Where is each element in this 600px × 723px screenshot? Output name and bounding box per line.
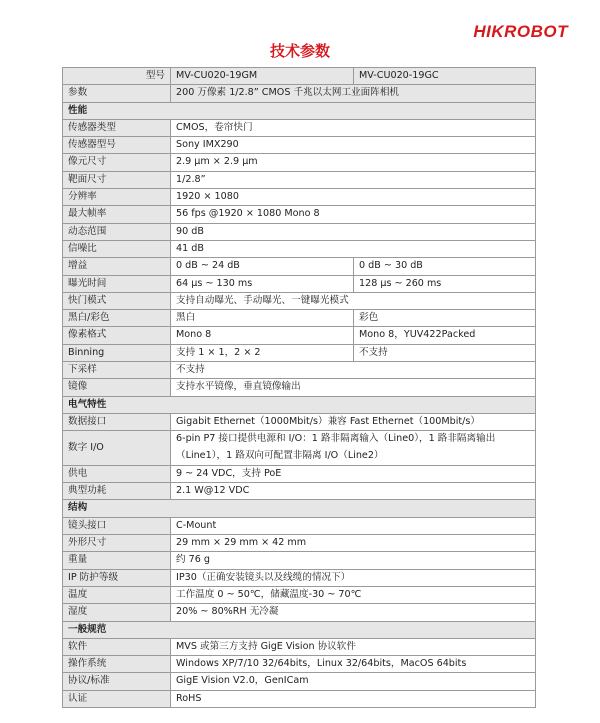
section-title: 电气特性 xyxy=(63,396,536,413)
spec-label: 传感器类型 xyxy=(63,119,171,136)
spec-value: IP30（正确安装镜头以及线缆的情况下） xyxy=(171,569,536,586)
spec-label: 协议/标准 xyxy=(63,673,171,690)
spec-label: 典型功耗 xyxy=(63,483,171,500)
spec-row xyxy=(63,586,536,603)
spec-row xyxy=(63,137,536,154)
spec-row xyxy=(63,240,536,257)
section-title: 结构 xyxy=(63,500,536,517)
spec-row xyxy=(63,119,536,136)
spec-label: 像素格式 xyxy=(63,327,171,344)
spec-value: GigE Vision V2.0，GenICam xyxy=(171,673,536,690)
spec-row xyxy=(63,223,536,240)
spec-row xyxy=(63,656,536,673)
spec-row xyxy=(63,413,536,430)
spec-row xyxy=(63,604,536,621)
spec-value: 56 fps @1920 × 1080 Mono 8 xyxy=(171,206,536,223)
spec-label: 快门模式 xyxy=(63,292,171,309)
spec-value-gm: 0 dB ~ 24 dB xyxy=(171,258,354,275)
spec-row xyxy=(63,189,536,206)
spec-label: 靶面尺寸 xyxy=(63,171,171,188)
spec-row xyxy=(63,552,536,569)
spec-label: 重量 xyxy=(63,552,171,569)
spec-value: 支持水平镜像，垂直镜像输出 xyxy=(171,379,536,396)
spec-row xyxy=(63,171,536,188)
spec-label: 操作系统 xyxy=(63,656,171,673)
section-header xyxy=(63,500,536,517)
spec-value-gc: Mono 8，YUV422Packed xyxy=(354,327,536,344)
param-row xyxy=(63,85,536,102)
spec-row xyxy=(63,483,536,500)
spec-value: Sony IMX290 xyxy=(171,137,536,154)
spec-row xyxy=(63,275,536,292)
spec-label: 动态范围 xyxy=(63,223,171,240)
model-gm: MV-CU020-19GM xyxy=(171,68,354,85)
spec-value: 90 dB xyxy=(171,223,536,240)
spec-value-gc: 彩色 xyxy=(354,310,536,327)
spec-row xyxy=(63,310,536,327)
spec-label: 增益 xyxy=(63,258,171,275)
spec-label: 认证 xyxy=(63,690,171,707)
spec-label: 传感器型号 xyxy=(63,137,171,154)
spec-label: IP 防护等级 xyxy=(63,569,171,586)
spec-row xyxy=(63,517,536,534)
model-description: 200 万像素 1/2.8” CMOS 千兆以太网工业面阵相机 xyxy=(171,85,536,102)
section-title: 性能 xyxy=(63,102,536,119)
spec-value-gc: 128 μs ~ 260 ms xyxy=(354,275,536,292)
spec-row xyxy=(63,690,536,707)
spec-label: 黑白/彩色 xyxy=(63,310,171,327)
spec-label: 信噪比 xyxy=(63,240,171,257)
spec-value-gm: 支持 1 × 1，2 × 2 xyxy=(171,344,354,361)
section-title: 一般规范 xyxy=(63,621,536,638)
spec-value-gc: 不支持 xyxy=(354,344,536,361)
spec-row xyxy=(63,379,536,396)
spec-value: Windows XP/7/10 32/64bits，Linux 32/64bits，MacOS 64bits xyxy=(171,656,536,673)
spec-value: 1920 × 1080 xyxy=(171,189,536,206)
spec-label: 下采样 xyxy=(63,362,171,379)
spec-label: 软件 xyxy=(63,638,171,655)
spec-label: 供电 xyxy=(63,465,171,482)
spec-row xyxy=(63,465,536,482)
spec-value: 6-pin P7 接口提供电源和 I/O：1 路非隔离输入（Line0），1 路非隔离输出（Line1），1 路双向可配置非隔离 I/O（Line2） xyxy=(171,431,536,466)
spec-row xyxy=(63,344,536,361)
spec-row xyxy=(63,431,536,466)
spec-row xyxy=(63,206,536,223)
spec-value-gm: 黑白 xyxy=(171,310,354,327)
spec-label: 像元尺寸 xyxy=(63,154,171,171)
spec-label: 镜头接口 xyxy=(63,517,171,534)
spec-value: 约 76 g xyxy=(171,552,536,569)
spec-row xyxy=(63,673,536,690)
spec-value: CMOS，卷帘快门 xyxy=(171,119,536,136)
spec-label: 温度 xyxy=(63,586,171,603)
spec-label: 曝光时间 xyxy=(63,275,171,292)
model-label: 型号 xyxy=(63,68,171,85)
spec-value: MVS 或第三方支持 GigE Vision 协议软件 xyxy=(171,638,536,655)
spec-value: 9 ~ 24 VDC，支持 PoE xyxy=(171,465,536,482)
spec-value-gm: Mono 8 xyxy=(171,327,354,344)
spec-value: 不支持 xyxy=(171,362,536,379)
spec-value-gm: 64 μs ~ 130 ms xyxy=(171,275,354,292)
spec-row xyxy=(63,638,536,655)
hikrobot-logo: HIKROBOT xyxy=(473,22,568,41)
spec-value: 29 mm × 29 mm × 42 mm xyxy=(171,535,536,552)
spec-label: 镜像 xyxy=(63,379,171,396)
spec-label: 最大帧率 xyxy=(63,206,171,223)
spec-value: C-Mount xyxy=(171,517,536,534)
spec-value: 支持自动曝光、手动曝光、一键曝光模式 xyxy=(171,292,536,309)
model-gc: MV-CU020-19GC xyxy=(354,68,536,85)
model-row xyxy=(63,68,536,85)
section-header xyxy=(63,102,536,119)
spec-table xyxy=(62,67,536,708)
spec-value: 工作温度 0 ~ 50℃，储藏温度-30 ~ 70℃ xyxy=(171,586,536,603)
spec-row xyxy=(63,535,536,552)
section-header xyxy=(63,621,536,638)
spec-value: Gigabit Ethernet（1000Mbit/s）兼容 Fast Ethernet（100Mbit/s） xyxy=(171,413,536,430)
spec-value: RoHS xyxy=(171,690,536,707)
spec-row xyxy=(63,362,536,379)
spec-value: 20% ~ 80%RH 无冷凝 xyxy=(171,604,536,621)
param-label: 参数 xyxy=(63,85,171,102)
spec-value: 2.1 W@12 VDC xyxy=(171,483,536,500)
spec-row xyxy=(63,292,536,309)
spec-row xyxy=(63,258,536,275)
spec-row xyxy=(63,154,536,171)
spec-value: 2.9 μm × 2.9 μm xyxy=(171,154,536,171)
spec-value: 1/2.8” xyxy=(171,171,536,188)
section-header xyxy=(63,396,536,413)
spec-label: 湿度 xyxy=(63,604,171,621)
spec-label: 数字 I/O xyxy=(63,431,171,466)
spec-label: 外形尺寸 xyxy=(63,535,171,552)
spec-label: Binning xyxy=(63,344,171,361)
spec-row xyxy=(63,569,536,586)
spec-value: 41 dB xyxy=(171,240,536,257)
spec-value-gc: 0 dB ~ 30 dB xyxy=(354,258,536,275)
spec-row xyxy=(63,327,536,344)
spec-label: 数据接口 xyxy=(63,413,171,430)
page-title: 技术参数 xyxy=(269,42,330,60)
spec-label: 分辨率 xyxy=(63,189,171,206)
